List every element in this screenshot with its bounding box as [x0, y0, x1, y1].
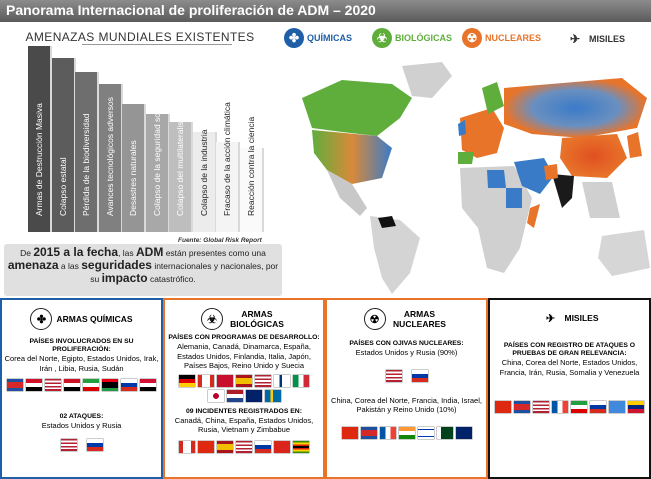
japan-korea [627, 132, 642, 158]
nucleares-flags-minor [327, 427, 486, 439]
threat-bar [28, 46, 50, 232]
misiles-label1: PAÍSES CON REGISTRO DE ATAQUES O PRUEBAS DE GRAN RELEVANCIA: [503, 342, 636, 357]
quimicas-label2: 02 ATAQUES: [59, 413, 104, 420]
threat-bar-label: Colapso de la seguridad social [151, 100, 162, 216]
quimicas-flags [2, 379, 161, 391]
australia [598, 230, 650, 276]
china [560, 134, 627, 178]
southeast-asia [582, 182, 620, 218]
greenland [402, 62, 452, 98]
threat-bar-label: Desastres naturales [128, 140, 138, 216]
panel-nucleares-head: ☢ ARMAS NUCLEARES [327, 308, 486, 330]
biohazard-icon: ☣ [372, 28, 392, 48]
biohazard-icon: ☣ [201, 308, 223, 330]
threat-bar [216, 102, 238, 232]
threat-bar [75, 72, 97, 232]
india [552, 174, 574, 208]
nucleares-text2: China, Corea del Norte, Francia, India, Israel, Pakistán y Reino Unido (10%) [331, 395, 482, 414]
legend-misiles: ✈ MISILES [564, 28, 625, 50]
quimicas-label1: PAÍSES INVOLUCRADOS EN SU PROLIFERACIÓN: [29, 338, 134, 353]
chart-title: AMENAZAS MUNDIALES EXISTENTES [25, 30, 255, 44]
panel-nucleares [325, 298, 488, 479]
biologicas-flags [174, 375, 314, 402]
chemical-icon: ✤ [284, 28, 304, 48]
threat-bar [52, 58, 74, 232]
south-america [370, 216, 420, 294]
biologicas-text1: Alemania, Canadá, Dinamarca, España, Estados Unidos, Finlandia, Italia, Japón, Países Bajos, Reino Unido y Suecia [177, 342, 311, 370]
threat-bar-label: Colapso estatal [57, 157, 68, 216]
nucleares-flags-major [327, 370, 486, 382]
panel-biologicas [163, 298, 325, 479]
canada [302, 80, 412, 136]
caption-box: De 2015 a la fecha, las ADM están presentes como una amenaza a las seguridades internacionales y nacionales, por su impacto catastrófico. [4, 244, 282, 296]
threat-bar-label: Avances tecnológicos adversos [104, 97, 115, 216]
threat-bar-label: Pérdida de la biodiversidad [81, 113, 91, 216]
page-title: Panorama Internacional de proliferación de ADM – 2020 [6, 2, 376, 18]
libya [487, 170, 506, 188]
misiles-flags [490, 401, 649, 413]
legend-nucleares: ☢ NUCLEARES [462, 28, 541, 48]
threat-bar-label: Armas de Destrucción Masiva [34, 103, 44, 216]
sudan [506, 188, 522, 208]
biologicas-flags-incidents [165, 441, 323, 453]
chemical-icon: ✤ [30, 308, 52, 330]
biologicas-text2: Canadá, China, España, Estados Unidos, Rusia, Vietnam y Zimbabue [174, 415, 314, 434]
threat-bar-label: Colapso del multilateralismo [175, 109, 185, 216]
world-map [282, 58, 651, 294]
threat-bar [193, 129, 215, 232]
threat-bar-label: Fracaso de la acción climática [222, 102, 232, 216]
threat-bar [99, 84, 121, 232]
spain [458, 152, 474, 164]
nucleares-label1: PAÍSES CON OJIVAS NUCLEARES: [349, 340, 464, 347]
threat-bar [240, 116, 262, 232]
threat-bar [169, 109, 191, 232]
panel-quimicas-head: ✤ ARMAS QUÍMICAS [2, 308, 161, 330]
missile-icon: ✈ [564, 28, 586, 50]
threat-bar [122, 104, 144, 232]
threat-bars [28, 46, 268, 232]
nucleares-text1: Estados Unidos y Rusia (90%) [355, 348, 458, 357]
weapon-legend [282, 28, 647, 58]
quimicas-text2: Estados Unidos y Rusia [41, 421, 122, 430]
legend-quimicas: ✤ QUÍMICAS [284, 28, 352, 48]
radiation-icon: ☢ [462, 28, 482, 48]
panel-misiles [488, 298, 651, 479]
radiation-icon: ☢ [364, 308, 386, 330]
missile-icon: ✈ [545, 312, 556, 325]
russia [504, 78, 647, 138]
pakistan [544, 164, 558, 180]
threat-bar [146, 100, 168, 232]
chart-title-underline [82, 44, 232, 45]
panel-misiles-head: ✈ MISILES [490, 308, 649, 328]
biologicas-label2: 09 INCIDENTES REGISTRADOS EN: [186, 407, 302, 415]
threat-bar-label: Reacción contra la ciencia [245, 116, 256, 216]
scandinavia [482, 82, 504, 114]
misiles-text1: China, Corea del Norte, Estados Unidos, Francia, Irán, Rusia, Somalia y Venezuela [499, 358, 640, 377]
usa [312, 130, 392, 184]
threat-bar-label: Colapso de la industria [198, 129, 209, 216]
quimicas-text1: Corea del Norte, Egipto, Estados Unidos, Irak, Irán , Libia, Rusia, Sudán [4, 354, 159, 373]
panel-quimicas [0, 298, 163, 479]
biologicas-label1: PAÍSES CON PROGRAMAS DE DESARROLLO: [168, 334, 320, 341]
header-banner [0, 0, 651, 22]
legend-biologicas: ☣ BIOLÓGICAS [372, 28, 452, 48]
quimicas-flags-attacks [2, 439, 161, 451]
europe [460, 108, 504, 158]
panel-biologicas-head: ☣ ARMAS BIOLÓGICAS [165, 308, 323, 330]
uk [458, 120, 466, 136]
chart-source: Fuente: Global Risk Report [178, 237, 262, 244]
